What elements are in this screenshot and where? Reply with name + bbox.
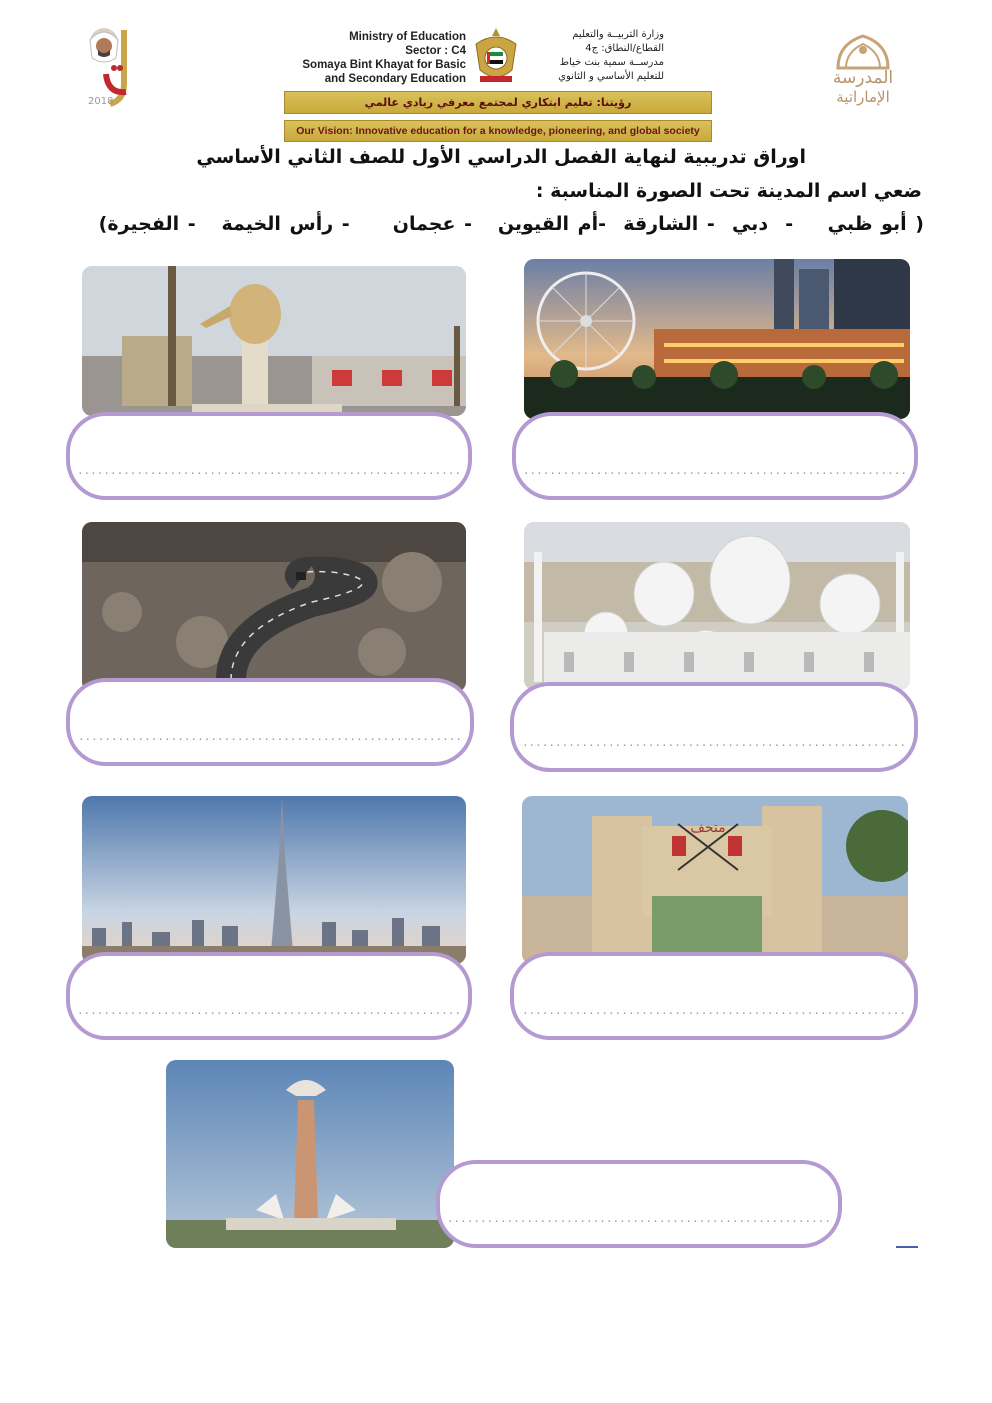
answer-line: .......................................................... <box>521 736 907 749</box>
ministry-ar-line: وزارة التربيــة والتعليم <box>572 29 664 40</box>
vision-english-banner: Our Vision: Innovative education for a knowledge, pioneering, and global society <box>284 120 712 142</box>
answer-line: .......................................................... <box>521 1004 907 1017</box>
photo-ferris-wheel <box>524 259 910 419</box>
answer-line: .......................................................... <box>522 464 908 477</box>
answer-line: .......................................................... <box>76 1004 462 1017</box>
school-ar-line: مدرســة سمية بنت خياط <box>559 57 664 68</box>
year-of-zayed-logo <box>80 22 150 114</box>
school-ar-line-2: للتعليم الأساسي و الثانوي <box>558 71 664 82</box>
answer-box-7[interactable] <box>436 1160 842 1248</box>
photo-ajman-museum <box>522 796 908 964</box>
answer-box-6[interactable] <box>66 952 472 1040</box>
school-logo-line-1: المدرسة <box>832 68 894 88</box>
ministry-english-lines <box>290 30 466 86</box>
photo-eagle-obelisk <box>166 1060 454 1248</box>
svg-text:متحف: متحف <box>690 820 726 836</box>
ministry-line: Ministry of Education <box>349 31 466 43</box>
city-options-list: ( أبو ظبي - دبي - الشارقة -أم القيوين - عجمان - رأس الخيمة - الفجيرة) <box>98 213 924 235</box>
answer-line: .......................................................... <box>76 464 462 477</box>
sector-ar-line: القطاع/النطاق: ج4 <box>585 43 664 54</box>
photo-mountain-road <box>82 522 466 692</box>
answer-box-2[interactable] <box>66 412 472 500</box>
answer-box-4[interactable] <box>66 678 474 766</box>
answer-box-1[interactable] <box>512 412 918 500</box>
answer-box-5[interactable] <box>510 952 918 1040</box>
vision-arabic-banner: رؤيتنا: تعليم ابتكاري لمجتمع معرفي ريادي عالمي <box>284 91 712 114</box>
school-logo-line-2: الإماراتية <box>836 88 890 106</box>
ministry-arabic-lines <box>524 28 664 84</box>
school-line: Somaya Bint Khayat for Basic <box>302 59 466 71</box>
sector-line: Sector : C4 <box>405 45 466 57</box>
year-label: 2018 <box>88 96 114 107</box>
uae-emblem-icon <box>470 24 522 86</box>
answer-box-3[interactable] <box>510 682 918 772</box>
photo-coffee-pot-monument <box>82 266 466 416</box>
worksheet-instruction: ضعي اسم المدينة تحت الصورة المناسبة : <box>535 180 922 202</box>
photo-burj-khalifa <box>82 796 466 964</box>
answer-line: .......................................................... <box>77 730 463 743</box>
photo-grand-mosque <box>524 522 910 690</box>
answer-line: .......................................................... <box>446 1212 832 1225</box>
page-mark-line <box>896 1246 918 1248</box>
emirati-school-logo <box>808 30 918 110</box>
school-line-2: and Secondary Education <box>324 73 466 85</box>
worksheet-title: اوراق تدريبية لنهاية الفصل الدراسي الأول للصف الثاني الأساسي <box>196 146 806 168</box>
